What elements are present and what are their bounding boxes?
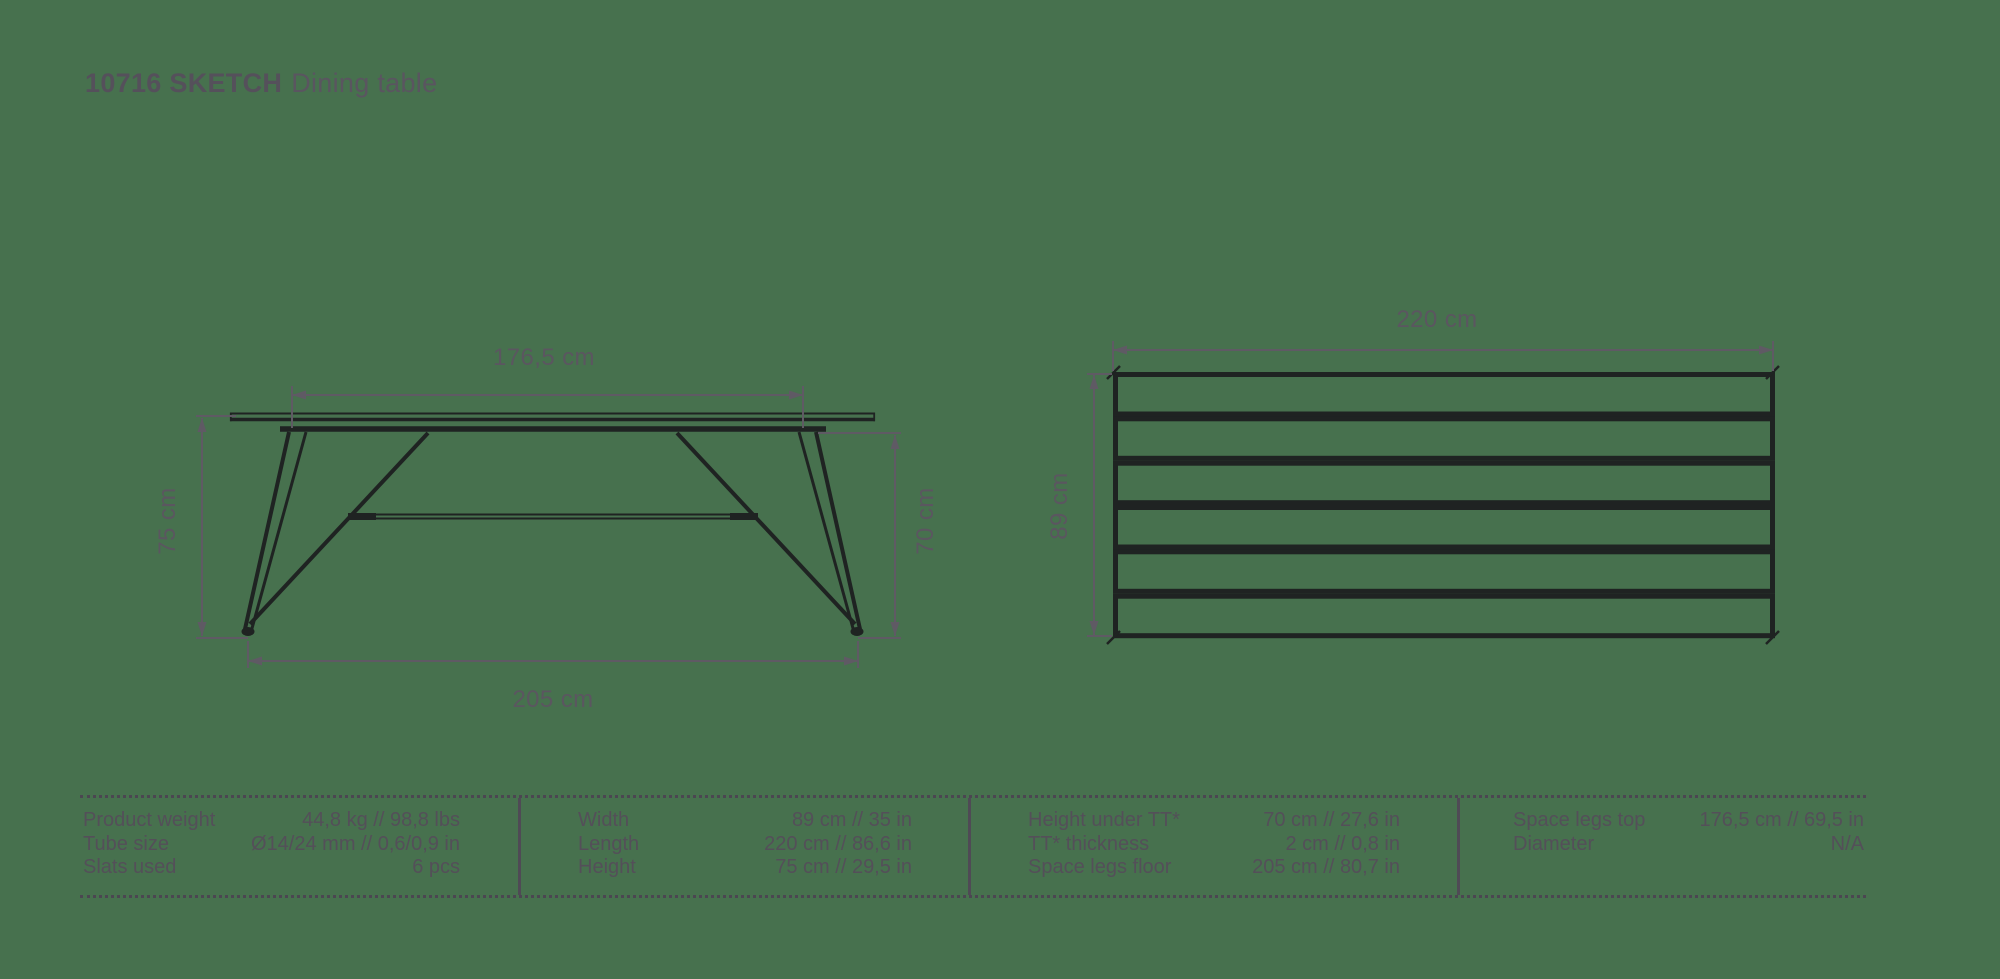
spec-table bbox=[80, 795, 1866, 898]
table-row bbox=[1028, 809, 1400, 833]
spec-label: Product weight bbox=[83, 809, 216, 831]
spec-value: 205 cm // 80,7 in bbox=[1252, 856, 1400, 878]
table-row bbox=[1028, 856, 1400, 880]
spec-label: Height bbox=[578, 856, 636, 878]
table-row bbox=[1028, 833, 1400, 857]
side-view-top-dimension-label: 176,5 cm bbox=[493, 344, 595, 371]
spec-value: 2 cm // 0,8 in bbox=[1285, 832, 1400, 855]
side-view-drawing bbox=[230, 413, 875, 637]
spec-label: Space legs top bbox=[1513, 809, 1646, 831]
spec-label: Height under TT* bbox=[1028, 809, 1180, 831]
spec-value: 89 cm // 35 in bbox=[791, 809, 912, 831]
spec-value: 44,8 kg // 98,8 lbs bbox=[302, 809, 460, 831]
side-view-right-dimension-label: 70 cm bbox=[912, 487, 939, 555]
spec-column-legs bbox=[1457, 798, 1866, 895]
spec-label: Length bbox=[578, 832, 640, 855]
spec-label: TT* thickness bbox=[1028, 832, 1150, 855]
side-view-left-dimension-label: 75 cm bbox=[154, 487, 181, 555]
spec-column-general bbox=[80, 798, 518, 895]
top-view-left-dimension-label: 89 cm bbox=[1046, 472, 1073, 540]
side-view-bottom-dimension-label: 205 cm bbox=[512, 686, 594, 713]
top-view-drawing bbox=[1107, 366, 1779, 644]
spec-value: 176,5 cm // 69,5 in bbox=[1699, 809, 1864, 831]
spec-label: Slats used bbox=[83, 856, 177, 878]
table-row bbox=[83, 809, 460, 833]
spec-label: Width bbox=[578, 809, 630, 831]
table-row bbox=[83, 856, 460, 880]
spec-label: Diameter bbox=[1513, 832, 1595, 855]
top-view-top-dimension-label: 220 cm bbox=[1396, 306, 1478, 333]
spec-value: 75 cm // 29,5 in bbox=[775, 856, 912, 878]
spec-value: 6 pcs bbox=[412, 856, 460, 878]
product-type: Dining table bbox=[291, 68, 438, 98]
spec-label: Tube size bbox=[83, 832, 169, 855]
spec-column-clearance bbox=[968, 798, 1457, 895]
table-row bbox=[1513, 833, 1864, 857]
table-row bbox=[578, 856, 912, 880]
spec-value: N/A bbox=[1830, 832, 1864, 855]
spec-value: 70 cm // 27,6 in bbox=[1263, 809, 1400, 831]
spec-value: Ø14/24 mm // 0,6/0,9 in bbox=[251, 832, 460, 855]
table-row bbox=[1513, 809, 1864, 833]
product-code-name: 10716 SKETCH bbox=[85, 68, 283, 98]
spec-column-size bbox=[518, 798, 968, 895]
table-row bbox=[578, 833, 912, 857]
table-row bbox=[83, 833, 460, 857]
spec-value: 220 cm // 86,6 in bbox=[764, 832, 912, 855]
table-row bbox=[578, 809, 912, 833]
spec-label: Space legs floor bbox=[1028, 856, 1172, 878]
